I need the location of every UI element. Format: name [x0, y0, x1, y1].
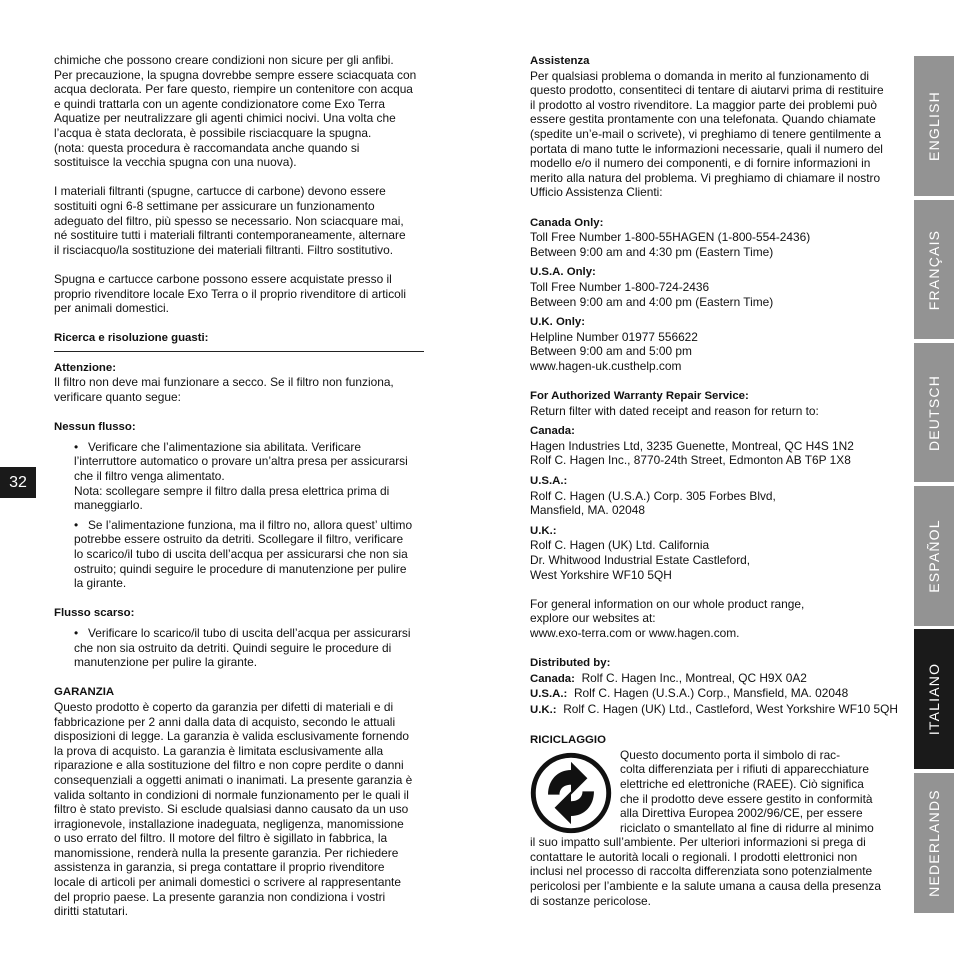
- page-number: 32: [0, 467, 36, 498]
- text-line: lo scarico/il tubo di uscita dell’acqua per assicurarsi che non sia: [74, 547, 408, 561]
- text-line: che il filtro venga alimentato.: [74, 469, 225, 484]
- text-line: o uso errato del filtro. Il motore del filtro è sigillato in fabbrica, la: [54, 831, 388, 846]
- text-line: né sostituire tutti i materiali filtranti contemporaneamente, alternare: [54, 228, 406, 243]
- text-line: potrebbe essere ostruito da detriti. Scollegare il filtro, verificare: [74, 532, 404, 547]
- text-line: maneggiarlo.: [74, 498, 143, 513]
- language-tab-francais[interactable]: FRANÇAIS: [914, 200, 954, 339]
- assistance-heading: Assistenza: [530, 55, 590, 67]
- text-line: il suo impatto sull’ambiente. Per ulteriori informazioni si prega di: [530, 835, 866, 850]
- text-line: Dr. Whitwood Industrial Estate Castleford,: [530, 553, 751, 567]
- text-line: Rolf C. Hagen (U.S.A.) Corp. 305 Forbes Blvd,: [530, 488, 776, 503]
- text-line: locale di articoli per animali domestici o scrivere al rappresentante: [54, 875, 401, 890]
- text-line: adeguato del filtro, più spesso se necessario. Non sciacquare mai,: [54, 213, 404, 228]
- uk-heading: U.K.:: [530, 524, 557, 537]
- attention-heading: Attenzione:: [54, 361, 117, 374]
- text-line: Se l’alimentazione funziona, ma il filtro no, allora quest’ ultimo: [88, 517, 413, 532]
- text-line: la prova di acquisto. La garanzia è limitata esclusivamente alla: [54, 743, 384, 758]
- language-tab-deutsch[interactable]: DEUTSCH: [914, 343, 954, 482]
- text-line: (spedite un’e-mail o scrivete), vi preghiamo di tenere gentilmente a: [530, 126, 881, 141]
- text-line: inclusi nel processo di raccolta differenziata sono potenzialmente: [530, 864, 873, 879]
- text-line: Verificare lo scarico/il tubo di uscita dell’acqua per assicurarsi: [88, 625, 411, 640]
- text-line: Return filter with dated receipt and reason for return to:: [530, 403, 819, 418]
- text-line: valida soltanto in condizioni di normale funzionamento per le quali il: [54, 787, 409, 802]
- filter-replacement-paragraph: [54, 184, 424, 257]
- language-tab-english[interactable]: ENGLISH: [914, 56, 954, 196]
- canada-heading: Canada:: [530, 425, 575, 438]
- recycling-heading: RICICLAGGIO: [530, 734, 606, 747]
- distributor-row: U.S.A.: Rolf C. Hagen (U.S.A.) Corp., Mansfield, MA. 02048: [530, 686, 849, 701]
- text-line: questo prodotto, consentiteci di tentare di aiutarvi prima di restituire: [530, 83, 884, 98]
- text-line: www.hagen-uk.custhelp.com: [530, 358, 682, 373]
- text-line: disposizioni di legge. La garanzia è valida esclusivamente fornendo: [54, 729, 409, 744]
- bullet-item: [54, 440, 424, 513]
- usa-heading: U.S.A.:: [530, 475, 568, 488]
- text-line: che il prodotto deve essere gestito in conformità: [620, 791, 873, 806]
- assistance-paragraph: [530, 69, 902, 200]
- bullet-item: [54, 518, 424, 591]
- canada-only-heading: Canada Only:: [530, 216, 604, 229]
- usa-only-heading: U.S.A. Only:: [530, 266, 596, 279]
- text-line: For general information on our whole product range,: [530, 596, 805, 611]
- text-line: alla Direttiva Europea 2002/96/CE, per essere: [620, 806, 863, 821]
- warranty-paragraph: [54, 700, 424, 919]
- text-line: il risciacquo/la sostituzione dei materiali filtranti. Filtro sostitutivo.: [54, 242, 394, 257]
- text-line: colta differenziata per i rifiuti di apparecchiature: [620, 762, 869, 777]
- repair-heading: For Authorized Warranty Repair Service:: [530, 390, 749, 403]
- troubleshooting-heading: Ricerca e risoluzione guasti:: [54, 330, 424, 352]
- text-line: chimiche che possono creare condizioni non sicure per gli anfibi.: [54, 53, 394, 67]
- text-line: I materiali filtranti (spugne, cartucce di carbone) devono essere: [54, 184, 386, 199]
- canada-only-block: [530, 230, 902, 259]
- text-line: Il filtro non deve mai funzionare a secco. Se il filtro non funziona,: [54, 375, 394, 390]
- low-flow-heading: Flusso scarso:: [54, 607, 135, 620]
- bullet-item: [54, 626, 424, 670]
- text-line: elettriche ed elettroniche (RAEE). Ciò significa: [620, 776, 864, 791]
- text-line: Spugna e cartucce carbone possono essere acquistate presso il: [54, 271, 392, 286]
- distributor-row: Canada: Rolf C. Hagen Inc., Montreal, QC H9X 0A2: [530, 670, 807, 685]
- intro-paragraph: [54, 53, 424, 170]
- text-line: riciclato o smantellato al fine di ridurre al minimo: [620, 820, 874, 835]
- text-line: portata di mano tutte le informazioni necessarie, quali il numero del: [530, 141, 883, 156]
- text-line: Questo prodotto è coperto da garanzia per difetti di materiali e di: [54, 699, 394, 714]
- text-line: (nota: questa procedura è raccomandata anche quando si: [54, 140, 360, 155]
- text-line: www.exo-terra.com or www.hagen.com.: [530, 625, 740, 640]
- text-line: acqua declorata. Per fare questo, riempire un contenitore con acqua: [54, 82, 413, 97]
- repair-paragraph: [530, 404, 902, 419]
- left-column: [54, 53, 424, 919]
- usa-only-block: [530, 280, 902, 309]
- text-line: irragionevole, installazione inadeguata, negligenza, manomissione: [54, 816, 404, 831]
- usa-address: [530, 489, 902, 518]
- language-tab-nederlands[interactable]: NEDERLANDS: [914, 773, 954, 913]
- text-line: contattare le autorità locali o regionali. I prodotti elettronici non: [530, 849, 858, 864]
- distributor-row: U.K.: Rolf C. Hagen (UK) Ltd., Castleford, West Yorkshire WF10 5QH: [530, 701, 899, 716]
- language-tabs: [914, 56, 954, 913]
- text-line: Aquatize per neutralizzare gli agenti chimici nocivi. Una volta che: [54, 111, 396, 126]
- distributor-list: [530, 671, 902, 718]
- text-line: il prodotto al vostro rivenditore. La maggior parte dei problemi può: [530, 97, 877, 112]
- recycling-section: [530, 748, 902, 909]
- purchase-paragraph: [54, 272, 424, 316]
- uk-only-heading: U.K. Only:: [530, 316, 586, 329]
- text-line: proprio rivenditore locale Exo Terra o il proprio rivenditore di articoli: [54, 286, 407, 301]
- text-line: Ufficio Assistenza Clienti:: [530, 185, 663, 200]
- text-line: Between 9:00 am and 4:30 pm (Eastern Time): [530, 244, 774, 259]
- text-line: Per qualsiasi problema o domanda in merito al funzionamento di: [530, 68, 870, 83]
- text-line: Rolf C. Hagen Inc., 8770-24th Street, Edmonton AB T6P 1X8: [530, 453, 851, 468]
- text-line: Toll Free Number 1-800-724-2436: [530, 279, 710, 294]
- text-line: l’acqua è stata declorata, è possibile risciacquare la spugna.: [54, 125, 372, 140]
- text-line: Verificare che l’alimentazione sia abilitata. Verificare: [88, 439, 361, 454]
- recycling-full-text: [530, 835, 902, 908]
- text-line: del proprio paese. La presente garanzia non condiziona i vostri: [54, 889, 386, 904]
- right-column: [530, 53, 902, 908]
- text-line: e quindi trattarla con un agente condizionatore come Exo Terra: [54, 96, 385, 111]
- text-line: l’interruttore automatico o provare un’altra presa per assicurarsi: [74, 454, 408, 469]
- text-line: Hagen Industries Ltd, 3235 Guenette, Montreal, QC H4S 1N2: [530, 438, 854, 453]
- text-line: Rolf C. Hagen (UK) Ltd. California: [530, 538, 710, 553]
- language-tab-italiano[interactable]: ITALIANO: [914, 629, 954, 769]
- text-line: West Yorkshire WF10 5QH: [530, 567, 672, 582]
- text-line: diritti statutari.: [54, 904, 129, 919]
- bullet-icon: •: [74, 439, 79, 454]
- general-info-paragraph: [530, 597, 902, 641]
- text-line: Helpline Number 01977 556622: [530, 329, 698, 344]
- text-line: Between 9:00 am and 5:00 pm: [530, 344, 692, 359]
- text-line: riparazione e alla sostituzione del filtro e non copre perdite o danni: [54, 758, 404, 773]
- no-flow-heading: Nessun flusso:: [54, 421, 136, 434]
- distributed-heading: Distributed by:: [530, 657, 611, 670]
- canada-address: [530, 439, 902, 468]
- attention-paragraph: [54, 375, 424, 404]
- text-line: essere gestita prontamente con una telefonata. Quando chiamate: [530, 112, 876, 127]
- language-tab-espanol[interactable]: ESPAÑOL: [914, 486, 954, 626]
- text-line: manomissione, renderà nulla la presente garanzia. Per richiedere: [54, 845, 399, 860]
- uk-only-block: [530, 330, 902, 374]
- green-dot-recycling-icon: [530, 752, 612, 834]
- text-line: Per precauzione, la spugna dovrebbe sempre essere sciacquata con: [54, 67, 417, 82]
- text-line: fabbricazione per 2 anni dalla data di acquisto, secondo le attuali: [54, 714, 396, 729]
- text-line: explore our websites at:: [530, 611, 656, 626]
- bullet-icon: •: [74, 625, 79, 640]
- text-line: che non sia ostruito da detriti. Quindi seguire le procedure di: [74, 640, 392, 655]
- text-line: Mansfield, MA. 02048: [530, 503, 646, 518]
- text-line: filtro è stato previsto. Si esclude qualsiasi danno causato da un uso: [54, 802, 409, 817]
- text-line: Nota: scollegare sempre il filtro dalla presa elettrica prima di: [74, 483, 390, 498]
- text-line: merito alla natura del problema. Vi preghiamo di chiamare il nostro: [530, 170, 881, 185]
- bullet-icon: •: [74, 517, 79, 532]
- text-line: consequenziali a oggetti animati o inanimati. La presente garanzia è: [54, 772, 413, 787]
- text-line: Between 9:00 am and 4:00 pm (Eastern Time): [530, 294, 774, 309]
- text-line: di sostanze pericolose.: [530, 893, 651, 908]
- text-line: la girante.: [74, 576, 127, 591]
- uk-address: [530, 538, 902, 582]
- text-line: ostruito; quindi seguire le procedure di manutenzione per pulire: [74, 561, 407, 576]
- text-line: sostituiti ogni 6-8 settimane per assicurare un funzionamento: [54, 198, 375, 213]
- text-line: Toll Free Number 1-800-55HAGEN (1-800-554-2436): [530, 230, 811, 245]
- text-line: manutenzione per pulire la girante.: [74, 655, 258, 670]
- text-line: Questo documento porta il simbolo di rac-: [620, 747, 841, 762]
- text-line: modello e/o il numero dei componenti, e di fornire informazioni in: [530, 156, 871, 171]
- text-line: per animali domestici.: [54, 301, 169, 316]
- warranty-heading: GARANZIA: [54, 686, 115, 699]
- text-line: pericolosi per l’ambiente e la salute umana a causa della presenza: [530, 879, 881, 894]
- text-line: assistenza in garanzia, si prega contattare il proprio rivenditore: [54, 860, 385, 875]
- text-line: sostituisce la vecchia spugna con una nuova).: [54, 155, 297, 170]
- text-line: verificare quanto segue:: [54, 390, 181, 405]
